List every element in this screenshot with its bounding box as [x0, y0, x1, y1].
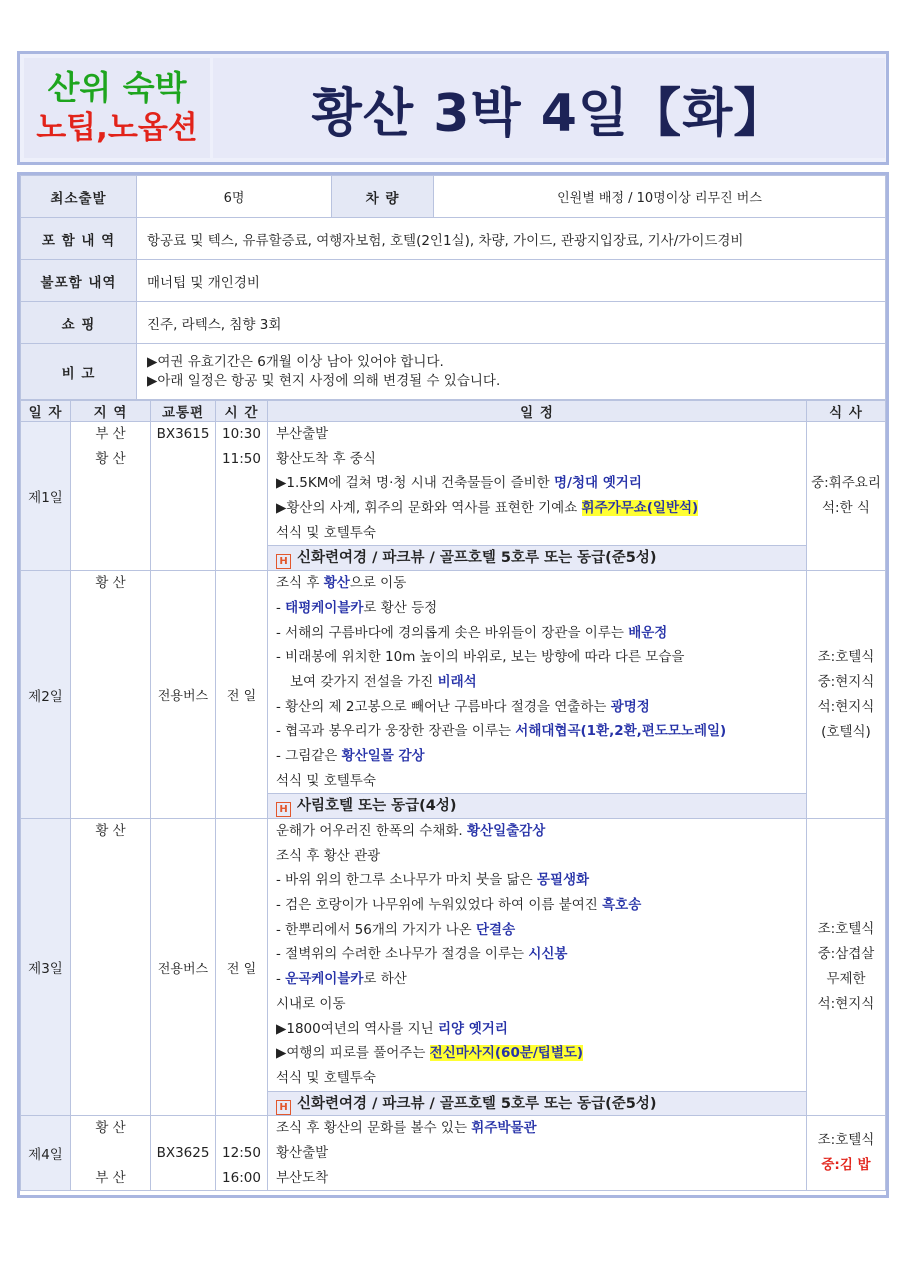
hotel-line — [268, 793, 806, 818]
info-row-excludes — [21, 260, 886, 302]
meal: 중:현지식 — [817, 673, 875, 690]
itinerary-line: 부산출발 — [276, 426, 329, 442]
info-row-departure — [21, 176, 886, 218]
itinerary-cell — [268, 1116, 807, 1191]
itinerary-line: 조식 후 황산의 문화를 볼수 있는 휘주박물관 — [276, 1120, 537, 1137]
meal-cell — [807, 422, 886, 571]
badge-line-1: 산위 숙박 — [47, 68, 187, 107]
highlight-show: 휘주가무쇼(일반석) — [581, 500, 699, 517]
page-header — [17, 51, 889, 165]
day-label: 제3일 — [21, 819, 71, 1116]
time: 16:00 — [222, 1169, 261, 1186]
transport-cell — [151, 422, 216, 571]
meal: 석:현지식 — [817, 698, 875, 715]
meal: 중:삼겹살 — [817, 946, 875, 963]
itinerary-line: 운해가 어우러진 한폭의 수채화. 황산일출감상 — [276, 823, 546, 839]
highlight-massage: 전신마사지(60분/팁별도) — [429, 1045, 584, 1062]
region: 황 산 — [95, 450, 126, 467]
shopping-value: 진주, 라텍스, 침향 3회 — [137, 302, 886, 344]
itinerary-line: ▶1.5KM에 걸쳐 명·청 시내 건축물들이 즐비한 명/청대 옛거리 — [276, 475, 642, 492]
transport: 전용버스 — [151, 819, 216, 1116]
col-day: 일 자 — [21, 401, 71, 422]
info-row-remark — [21, 344, 886, 400]
itinerary-line: 보여 갖가지 전설을 가진 비래석 — [290, 673, 477, 690]
time: 전 일 — [216, 571, 268, 819]
transport-blank — [151, 1116, 215, 1141]
hotel-line — [268, 545, 806, 570]
schedule-header-row — [21, 401, 886, 422]
itinerary-line: ▶여행의 피로를 풀어주는 전신마사지(60분/팁별도) — [276, 1045, 584, 1062]
itinerary-line: ▶황산의 사계, 휘주의 문화와 역사를 표현한 기예쇼 휘주가무쇼(일반석) — [276, 500, 699, 517]
includes-value: 항공료 및 텍스, 유류할증료, 여행자보험, 호텔(2인1실), 차량, 가이드, 관광지입장료, 기사/가이드경비 — [137, 218, 886, 260]
region: 황 산 — [95, 1120, 126, 1137]
itinerary-line: - 비래봉에 위치한 10m 높이의 바위로, 보는 방향에 따라 다른 모습을 — [276, 649, 685, 666]
schedule-row-day1 — [21, 422, 886, 571]
itinerary-line: - 태평케이블카로 황산 등정 — [276, 599, 438, 616]
min-departure-value: 6명 — [137, 176, 332, 218]
badge-line-2: 노팁,노옵션 — [36, 110, 198, 146]
itinerary-line: 황산출발 — [276, 1144, 329, 1161]
meal-cell — [807, 1116, 886, 1191]
region: 부 산 — [95, 426, 126, 442]
hotel-name: 사림호텔 또는 동급(4성) — [297, 798, 457, 815]
itinerary-line: ▶1800여년의 역사를 지닌 리양 옛거리 — [276, 1020, 508, 1037]
transport: 전용버스 — [151, 571, 216, 819]
info-row-shopping — [21, 302, 886, 344]
remark-line: ▶아래 일정은 항공 및 현지 사정에 의해 변경될 수 있습니다. — [147, 372, 501, 389]
vehicle-label: 차 량 — [332, 176, 434, 218]
title-box — [213, 58, 885, 158]
remark-line: ▶여권 유효기간은 6개월 이상 남아 있어야 합니다. — [147, 353, 444, 370]
itinerary-cell — [268, 571, 807, 819]
time-cell — [216, 1116, 268, 1191]
remark-value — [137, 344, 886, 400]
meal-cell — [807, 819, 886, 1116]
time: 전 일 — [216, 819, 268, 1116]
schedule-row-day2 — [21, 571, 886, 819]
info-row-includes — [21, 218, 886, 260]
tour-document — [17, 172, 889, 1198]
itinerary-line: - 서해의 구름바다에 경의롭게 솟은 바위들이 장관을 이루는 배운정 — [276, 624, 668, 641]
itinerary-line: - 한뿌리에서 56개의 가지가 나온 단결송 — [276, 921, 516, 938]
meal: (호텔식) — [821, 723, 871, 740]
excludes-value: 매너팁 및 개인경비 — [137, 260, 886, 302]
meal: 중:휘주요리 — [811, 475, 881, 492]
itinerary-line: - 절벽위의 수려한 소나무가 절경을 이루는 시신봉 — [276, 946, 568, 963]
remark-label: 비 고 — [21, 344, 137, 400]
col-region: 지 역 — [71, 401, 151, 422]
itinerary-line: 조식 후 황산으로 이동 — [276, 575, 407, 592]
itinerary-line: 황산도착 후 중식 — [276, 450, 376, 467]
hotel-name: 신화련여경 / 파크뷰 / 골프호텔 5호루 또는 동급(준5성) — [297, 550, 657, 567]
meal: 석:현지식 — [817, 996, 875, 1013]
highlight-place: 명/청대 옛거리 — [554, 475, 642, 492]
hotel-line — [268, 1091, 806, 1116]
time-cell — [216, 422, 268, 571]
region: 황 산 — [95, 823, 126, 839]
page-title: 황산 3박 4일【화】 — [311, 83, 787, 144]
itinerary-line: 석식 및 호텔투숙 — [276, 1069, 376, 1086]
meal-cell — [807, 571, 886, 819]
itinerary-line: 석식 및 호텔투숙 — [276, 772, 376, 789]
region-blank — [71, 1141, 150, 1166]
info-table — [20, 175, 886, 400]
region-cell — [71, 422, 151, 571]
time: 12:50 — [222, 1144, 261, 1161]
itinerary-line: - 황산의 제 2고봉으로 빼어난 구름바다 절경을 연출하는 광명정 — [276, 698, 650, 715]
time: 10:30 — [222, 426, 261, 442]
itinerary-line: 시내로 이동 — [276, 995, 346, 1012]
col-meal: 식 사 — [807, 401, 886, 422]
schedule-table — [20, 400, 886, 1191]
region: 부 산 — [95, 1169, 126, 1186]
day-label: 제2일 — [21, 571, 71, 819]
itinerary-line: 석식 및 호텔투숙 — [276, 524, 376, 541]
col-transport: 교통편 — [151, 401, 216, 422]
meal: 조:호텔식 — [817, 1132, 875, 1149]
region-cell — [71, 571, 151, 819]
flight-number: BX3625 — [156, 1144, 210, 1161]
itinerary-line: - 협곡과 봉우리가 웅장한 장관을 이루는 서해대협곡(1환,2환,편도모노레일) — [276, 723, 727, 740]
day-label: 제1일 — [21, 422, 71, 571]
excludes-label: 불포함 내역 — [21, 260, 137, 302]
itinerary-line: - 그림같은 황산일몰 감상 — [276, 747, 425, 764]
itinerary-line: 부산도착 — [276, 1169, 329, 1186]
meal: 조:호텔식 — [817, 648, 875, 665]
itinerary-line: - 바위 위의 한그루 소나무가 마치 붓을 닮은 몽필생화 — [276, 872, 590, 889]
hotel-icon: H — [276, 1100, 291, 1115]
meal: 무제한 — [826, 971, 866, 988]
shopping-label: 쇼 핑 — [21, 302, 137, 344]
hotel-name: 신화련여경 / 파크뷰 / 골프호텔 5호루 또는 동급(준5성) — [297, 1095, 657, 1112]
itinerary-line: - 운곡케이블카로 하산 — [276, 971, 407, 988]
includes-label: 포 함 내 역 — [21, 218, 137, 260]
itinerary-cell — [268, 819, 807, 1116]
transport-cell — [151, 1116, 216, 1191]
region: 황 산 — [95, 575, 126, 592]
hotel-icon: H — [276, 554, 291, 569]
col-itinerary: 일 정 — [268, 401, 807, 422]
time-blank — [216, 1116, 267, 1141]
day-label: 제4일 — [21, 1116, 71, 1191]
region-cell — [71, 1116, 151, 1191]
meal-highlight: 중:김 밥 — [821, 1157, 871, 1174]
region-cell — [71, 819, 151, 1116]
itinerary-line: - 검은 호랑이가 나무위에 누워있었다 하여 이름 붙여진 흑호송 — [276, 897, 642, 914]
hotel-icon: H — [276, 802, 291, 817]
itinerary-cell — [268, 422, 807, 571]
promo-badge — [24, 58, 210, 158]
vehicle-value: 인원별 배정 / 10명이상 리무진 버스 — [434, 176, 886, 218]
col-time: 시 간 — [216, 401, 268, 422]
time: 11:50 — [222, 450, 261, 467]
meal: 조:호텔식 — [817, 921, 875, 938]
min-departure-label: 최소출발 — [21, 176, 137, 218]
flight-number: BX3615 — [156, 426, 210, 442]
schedule-row-day4 — [21, 1116, 886, 1191]
meal: 석:한 식 — [822, 500, 870, 517]
itinerary-line: 조식 후 황산 관광 — [276, 847, 381, 864]
schedule-row-day3 — [21, 819, 886, 1116]
